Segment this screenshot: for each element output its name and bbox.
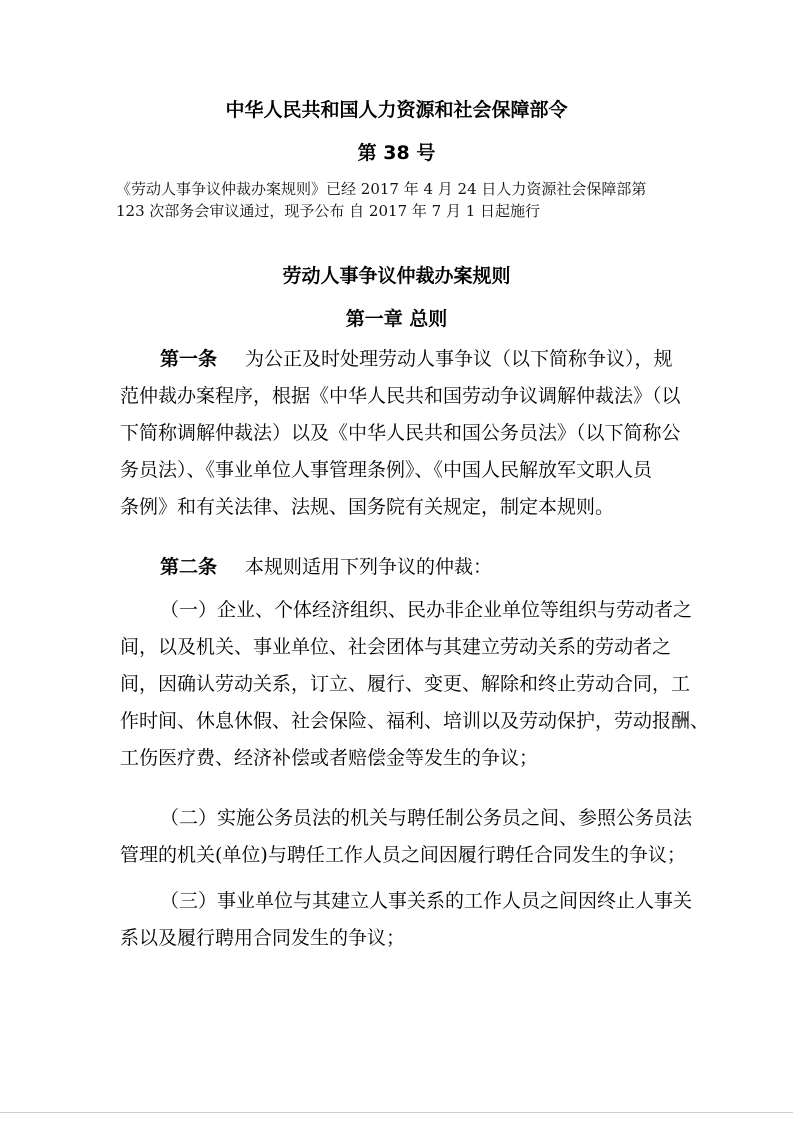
item-first-line: （一）企业、个体经济组织、民办非企业单位等组织与劳动者之 — [160, 599, 693, 621]
item-text-line: 间，因确认劳动关系，订立、履行、变更、解除和终止劳动合同，工 — [120, 673, 691, 695]
item-first-line: （三）事业单位与其建立人事关系的工作人员之间因终止人事关 — [160, 890, 693, 912]
article-text-line: 范仲裁办案程序，根据《中华人民共和国劳动争议调解仲裁法》（以 — [120, 385, 681, 407]
item-first-line: （二）实施公务员法的机关与聘任制公务员之间、参照公务员法 — [160, 807, 693, 829]
enactment-note — [116, 178, 686, 222]
article-text: 本规则适用下列争议的仲裁： — [245, 556, 493, 578]
article-text-line: 务员法）、《事业单位人事管理条例》、《中国人民解放军文职人员 — [120, 459, 653, 481]
chapter-heading: 第一章 总则 — [345, 308, 448, 330]
note-line: 《劳动人事争议仲裁办案规则》已经 2017 年 4 月 24 日人力资源社会保障部第 — [116, 180, 647, 198]
issuer-title: 中华人民共和国人力资源和社会保障部令 — [225, 99, 568, 121]
order-number: 第 38 号 — [357, 142, 436, 164]
article-label: 第二条 — [160, 556, 218, 578]
page-bottom-divider — [0, 1112, 793, 1113]
item-text-line: 间，以及机关、事业单位、社会团体与其建立劳动关系的劳动者之 — [120, 636, 672, 658]
document-title: 劳动人事争议仲裁办案规则 — [282, 265, 511, 287]
article-first-line — [120, 549, 680, 586]
item-text-line: 作时间、休息休假、社会保险、福利、培训以及劳动保护，劳动报酬、 — [120, 710, 710, 732]
article-first-line — [120, 341, 680, 378]
item-text-line: 工伤医疗费、经济补偿或者赔偿金等发生的争议； — [120, 747, 539, 769]
note-line: 123 次部务会审议通过，现予公布 自 2017 年 7 月 1 日起施行 — [116, 202, 541, 220]
article-text-line: 下简称调解仲裁法）以及《中华人民共和国公务员法》（以下简称公 — [120, 422, 681, 444]
article-2 — [120, 549, 680, 586]
item-text-line: 系以及履行聘用合同发生的争议； — [120, 927, 406, 949]
article-1 — [120, 341, 680, 526]
article-text-line: 条例》和有关法律、法规、国务院有关规定，制定本规则。 — [120, 496, 615, 518]
article-label: 第一条 — [160, 348, 218, 370]
list-item-1 — [120, 592, 710, 777]
list-item-2 — [120, 800, 693, 874]
item-text-line: 管理的机关(单位)与聘任工作人员之间因履行聘任合同发生的争议； — [120, 844, 686, 866]
list-item-3 — [120, 883, 693, 957]
article-text: 为公正及时处理劳动人事争议（以下简称争议），规 — [245, 348, 673, 370]
